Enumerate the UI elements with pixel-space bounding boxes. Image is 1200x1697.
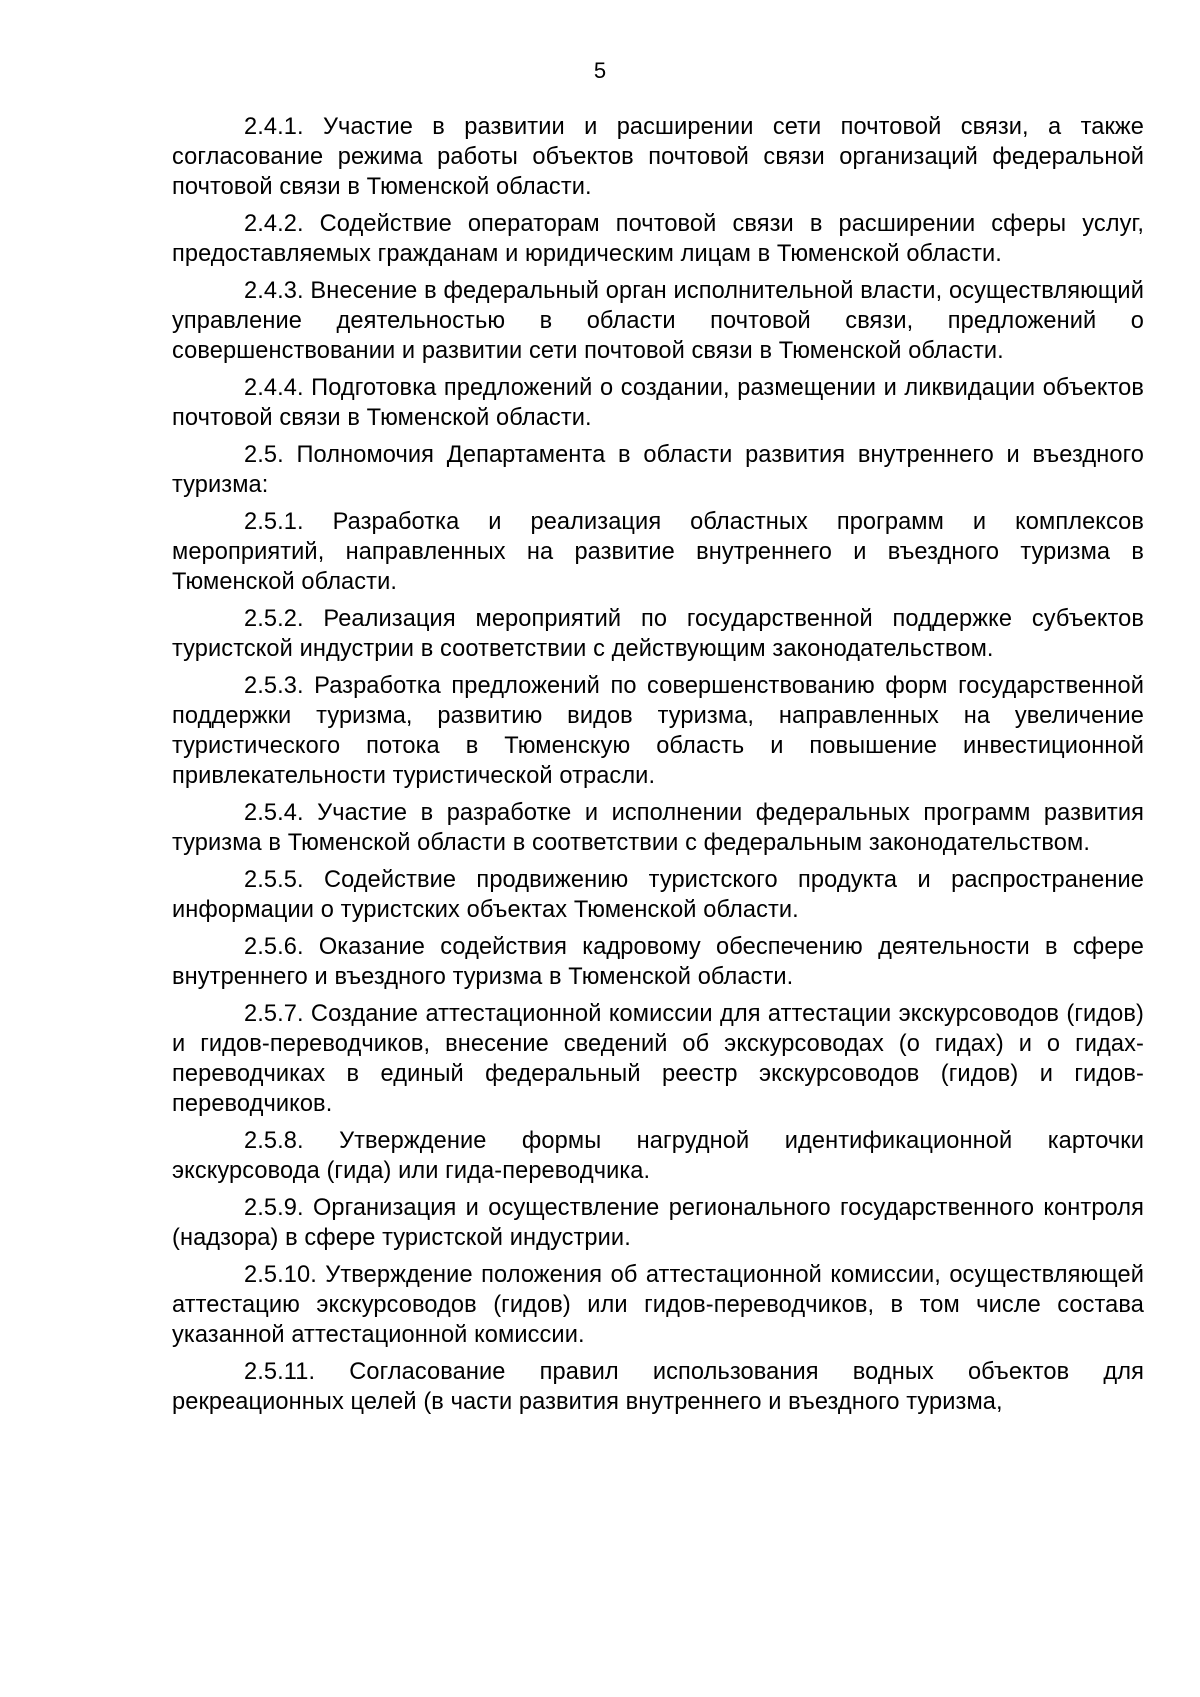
page-number: 5 [593, 58, 607, 83]
paragraph-2-5-7: 2.5.7. Создание аттестационной комиссии для аттестации экскурсоводов (гидов) и гидов-переводчиков, внесение сведений об экскурсоводах (о гидах) и о гидах-переводчиках в единый федеральный реестр экскурсоводов (гидов) и гидов-переводчиков. [172, 1001, 1144, 1117]
paragraph-2-4-1: 2.4.1. Участие в развитии и расширении сети почтовой связи, а также согласование режима работы объектов почтовой связи организаций федеральной почтовой связи в Тюменской области. [172, 114, 1144, 200]
paragraph-2-5-6: 2.5.6. Оказание содействия кадровому обеспечению деятельности в сфере внутреннего и въездного туризма в Тюменской области. [172, 934, 1144, 990]
paragraph-2-4-4: 2.4.4. Подготовка предложений о создании, размещении и ликвидации объектов почтовой связи в Тюменской области. [172, 375, 1144, 431]
paragraph-2-5-11: 2.5.11. Согласование правил использования водных объектов для рекреационных целей (в части развития внутреннего и въездного туризма, [172, 1359, 1144, 1415]
paragraph-2-5: 2.5. Полномочия Департамента в области развития внутреннего и въездного туризма: [172, 442, 1144, 498]
paragraph-2-5-10: 2.5.10. Утверждение положения об аттестационной комиссии, осуществляющей аттестацию экскурсоводов (гидов) или гидов-переводчиков, в том числе состава указанной аттестационной комиссии. [172, 1262, 1144, 1348]
paragraph-2-5-5: 2.5.5. Содействие продвижению туристского продукта и распространение информации о туристских объектах Тюменской области. [172, 867, 1144, 923]
paragraph-2-5-1: 2.5.1. Разработка и реализация областных программ и комплексов мероприятий, направленных на развитие внутреннего и въездного туризма в Тюменской области. [172, 509, 1144, 595]
paragraph-2-5-8: 2.5.8. Утверждение формы нагрудной идентификационной карточки экскурсовода (гида) или гида-переводчика. [172, 1128, 1144, 1184]
paragraph-2-5-2: 2.5.2. Реализация мероприятий по государственной поддержке субъектов туристской индустрии в соответствии с действующим законодательством. [172, 606, 1144, 662]
paragraph-2-4-2: 2.4.2. Содействие операторам почтовой связи в расширении сферы услуг, предоставляемых гражданам и юридическим лицам в Тюменской области. [172, 211, 1144, 267]
paragraph-2-5-9: 2.5.9. Организация и осуществление регионального государственного контроля (надзора) в сфере туристской индустрии. [172, 1195, 1144, 1251]
paragraph-2-5-3: 2.5.3. Разработка предложений по совершенствованию форм государственной поддержки туризма, развитию видов туризма, направленных на увеличение туристического потока в Тюменскую область и повышение инвестиционной привлекательности туристической отрасли. [172, 673, 1144, 789]
document-body [172, 112, 1144, 1424]
paragraph-2-5-4: 2.5.4. Участие в разработке и исполнении федеральных программ развития туризма в Тюменской области в соответствии с федеральным законодательством. [172, 800, 1144, 856]
paragraph-2-4-3: 2.4.3. Внесение в федеральный орган исполнительной власти, осуществляющий управление деятельностью в области почтовой связи, предложений о совершенствовании и развитии сети почтовой связи в Тюменской области. [172, 278, 1144, 364]
